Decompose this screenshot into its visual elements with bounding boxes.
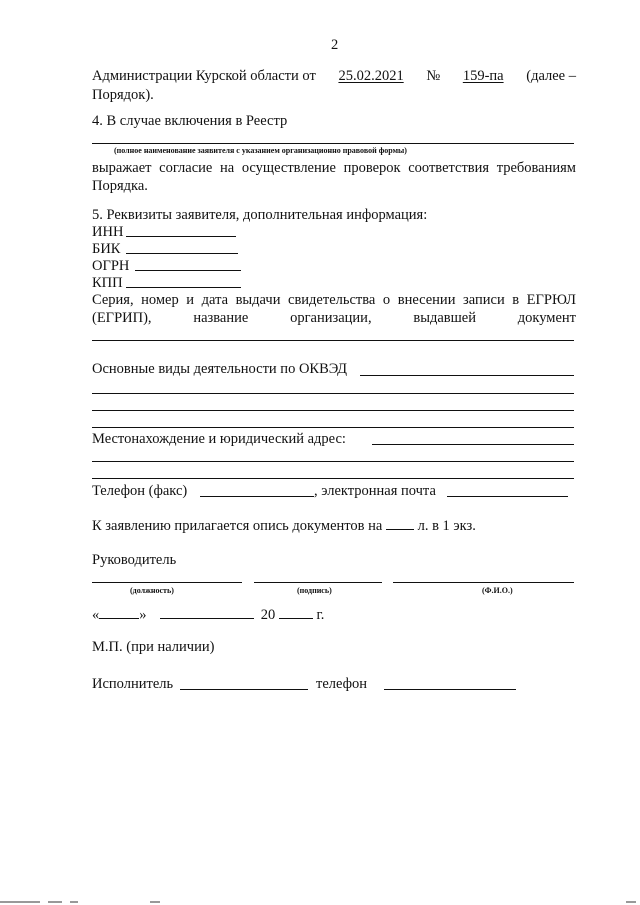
stamp-note: М.П. (при наличии) xyxy=(92,639,215,655)
intro-prefix: Администрации Курской области от xyxy=(92,68,316,84)
bik-label: БИК xyxy=(92,241,121,257)
okved-extra-line-2[interactable] xyxy=(92,410,574,411)
month-field[interactable] xyxy=(160,604,254,619)
day-field[interactable] xyxy=(99,604,139,619)
okved-extra-line-3[interactable] xyxy=(92,427,574,428)
date-line xyxy=(92,604,324,624)
bik-field[interactable] xyxy=(126,253,238,254)
okved-extra-line-1[interactable] xyxy=(92,393,574,394)
position-caption: (должность) xyxy=(130,586,174,595)
signature-caption: (подпись) xyxy=(297,586,332,595)
phone-field[interactable] xyxy=(200,496,314,497)
certificate-line-2: (ЕГРИП), название организации, выдавшей документ xyxy=(92,310,576,326)
scan-artifact xyxy=(48,901,62,903)
attachment-prefix: К заявлению прилагается опись документов на xyxy=(92,518,383,534)
item4-text-line-1: выражает согласие на осуществление проверок соответствия требованиям xyxy=(92,160,576,176)
inn-label: ИНН xyxy=(92,224,124,240)
page-number: 2 xyxy=(331,37,339,53)
address-extra-line-2[interactable] xyxy=(92,478,574,479)
head-position-field[interactable] xyxy=(92,582,242,583)
sheet-count-field[interactable] xyxy=(386,515,414,530)
ogrn-field[interactable] xyxy=(135,270,241,271)
attachment-suffix: л. в 1 экз. xyxy=(417,518,476,534)
applicant-name-field[interactable] xyxy=(92,143,574,144)
intro-date: 25.02.2021 xyxy=(338,68,404,84)
address-extra-line-1[interactable] xyxy=(92,461,574,462)
intro-suffix: (далее – xyxy=(526,68,576,84)
head-signature-field[interactable] xyxy=(254,582,382,583)
okved-label: Основные виды деятельности по ОКВЭД xyxy=(92,361,348,377)
intro-line-2: Порядок). xyxy=(92,87,154,103)
scan-artifact xyxy=(0,901,40,903)
okved-field[interactable] xyxy=(360,375,574,376)
name-caption: (Ф.И.О.) xyxy=(482,586,513,595)
certificate-field[interactable] xyxy=(92,340,574,341)
date-close-quote: » xyxy=(139,607,147,623)
head-name-field[interactable] xyxy=(393,582,574,583)
scan-artifact xyxy=(150,901,160,903)
scan-artifact xyxy=(626,901,636,903)
address-field[interactable] xyxy=(372,444,574,445)
kpp-field[interactable] xyxy=(126,287,241,288)
year-prefix: 20 xyxy=(260,607,276,623)
executor-phone-label: телефон xyxy=(316,676,368,692)
intro-number: 159-па xyxy=(462,68,504,84)
item4-heading: 4. В случае включения в Реестр xyxy=(92,113,288,129)
intro-number-sign: № xyxy=(426,68,441,84)
ogrn-label: ОГРН xyxy=(92,258,130,274)
certificate-line-1: Серия, номер и дата выдачи свидетельства о внесении записи в ЕГРЮЛ xyxy=(92,292,576,308)
email-label: , электронная почта xyxy=(314,483,436,499)
date-open-quote: « xyxy=(92,607,100,623)
executor-field[interactable] xyxy=(180,689,308,690)
intro-line-1 xyxy=(92,67,576,85)
item5-heading: 5. Реквизиты заявителя, дополнительная информация: xyxy=(92,207,428,223)
item4-text-line-2: Порядка. xyxy=(92,178,148,194)
applicant-name-caption: (полное наименование заявителя с указанием организационно правовой формы) xyxy=(114,146,407,155)
email-field[interactable] xyxy=(447,496,568,497)
inn-field[interactable] xyxy=(126,236,236,237)
phone-label: Телефон (факс) xyxy=(92,483,188,499)
address-label: Местонахождение и юридический адрес: xyxy=(92,431,346,447)
scan-artifact xyxy=(70,901,78,903)
executor-phone-field[interactable] xyxy=(384,689,516,690)
head-label: Руководитель xyxy=(92,552,177,568)
attachment-text xyxy=(92,515,476,535)
executor-label: Исполнитель xyxy=(92,676,174,692)
kpp-label: КПП xyxy=(92,275,123,291)
year-suffix: г. xyxy=(316,607,325,623)
year-field[interactable] xyxy=(279,604,313,619)
